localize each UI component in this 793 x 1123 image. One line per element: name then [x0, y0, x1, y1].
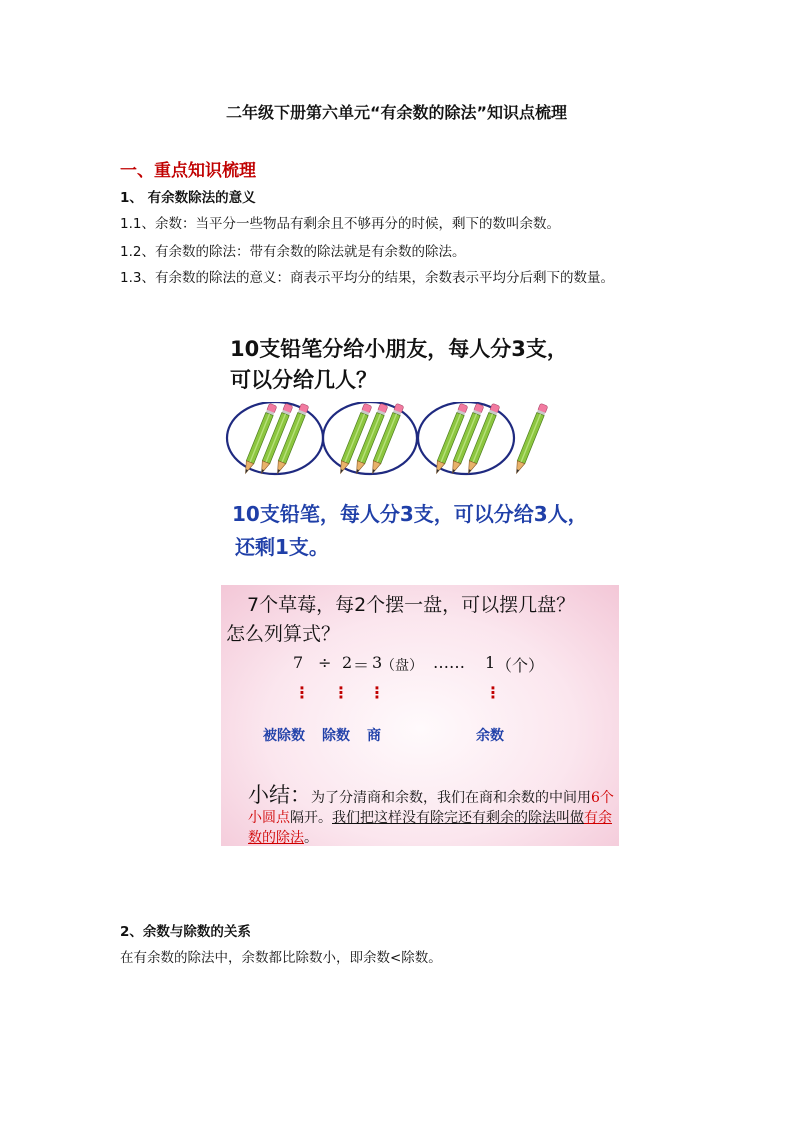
- summary-text-a: 为了分清商和余数，我们在商和余数的中间用: [311, 790, 591, 806]
- label-remainder: 余数: [476, 728, 504, 744]
- summary-text-red: 6个小圆点: [248, 790, 614, 826]
- vdots-quotient: ⋮: [369, 683, 385, 702]
- summary-text-b: 隔开。: [290, 810, 332, 826]
- summary-text-underlined: 我们把这样没有除完还有剩余的除法叫做: [332, 810, 584, 826]
- section2-heading: 2、余数与除数的关系: [120, 924, 251, 940]
- expr-divisor: 2: [342, 653, 353, 672]
- expr-remainder: 1: [485, 653, 496, 672]
- expr-divide-sign: ÷: [318, 653, 332, 672]
- expr-remainder-unit: （个）: [496, 656, 545, 675]
- page-title: 二年级下册第六单元“有余数的除法”知识点梳理: [225, 103, 568, 122]
- strawberry-panel: [221, 585, 619, 846]
- paragraph-1-1: 1.1、余数：当平分一些物品有剩余且不够再分的时候，剩下的数叫余数。: [120, 216, 560, 232]
- paragraph-1-3: 1.3、有余数的除法的意义：商表示平均分的结果，余数表示平均分后剩下的数量。: [120, 270, 614, 286]
- summary-text-end: 。: [304, 830, 318, 846]
- expr-dots: ……: [433, 653, 465, 672]
- section1-heading: 一、重点知识梳理: [120, 161, 256, 181]
- pencil-leftover-1: [513, 403, 548, 475]
- item1-heading: 1、 有余数除法的意义: [120, 190, 256, 206]
- pencil-groups-illustration: [220, 402, 580, 502]
- label-dividend: 被除数: [263, 728, 305, 744]
- vdots-dividend: ⋮: [294, 683, 310, 702]
- pencil-answer-line1: 10支铅笔，每人分3支，可以分给3人，: [232, 502, 588, 526]
- expr-dividend: 7: [293, 653, 304, 672]
- label-divisor: 除数: [322, 728, 350, 744]
- summary-text-underlined-red: 有余数的除法: [248, 810, 612, 846]
- pencil-question-line2: 可以分给几人？: [230, 368, 377, 392]
- strawberry-question-line1: 7个草莓，每2个摆一盘，可以摆几盘？: [247, 594, 576, 616]
- summary-heading: 小结：: [248, 783, 311, 807]
- pencil-answer: [232, 498, 588, 564]
- section2-paragraph: 在有余数的除法中，余数都比除数小，即余数<除数。: [120, 950, 442, 966]
- pencil-answer-line2: 还剩1支。: [235, 535, 329, 559]
- pencil-question-line1: 10支铅笔分给小朋友，每人分3支，: [230, 337, 568, 361]
- vdots-divisor: ⋮: [333, 683, 349, 702]
- expr-quotient-unit: （盘）: [381, 658, 423, 674]
- summary: [248, 785, 614, 846]
- paragraph-1-2: 1.2、有余数的除法：带有余数的除法就是有余数的除法。: [120, 244, 466, 260]
- expr-quotient: 3: [372, 653, 383, 672]
- pencil-figure: [220, 330, 588, 570]
- pencil-question: [230, 334, 568, 396]
- label-quotient: 商: [367, 728, 381, 744]
- expr-equals: ＝: [353, 656, 370, 675]
- strawberry-question-line2: 怎么列算式？: [226, 623, 341, 645]
- vdots-remainder: ⋮: [485, 683, 501, 702]
